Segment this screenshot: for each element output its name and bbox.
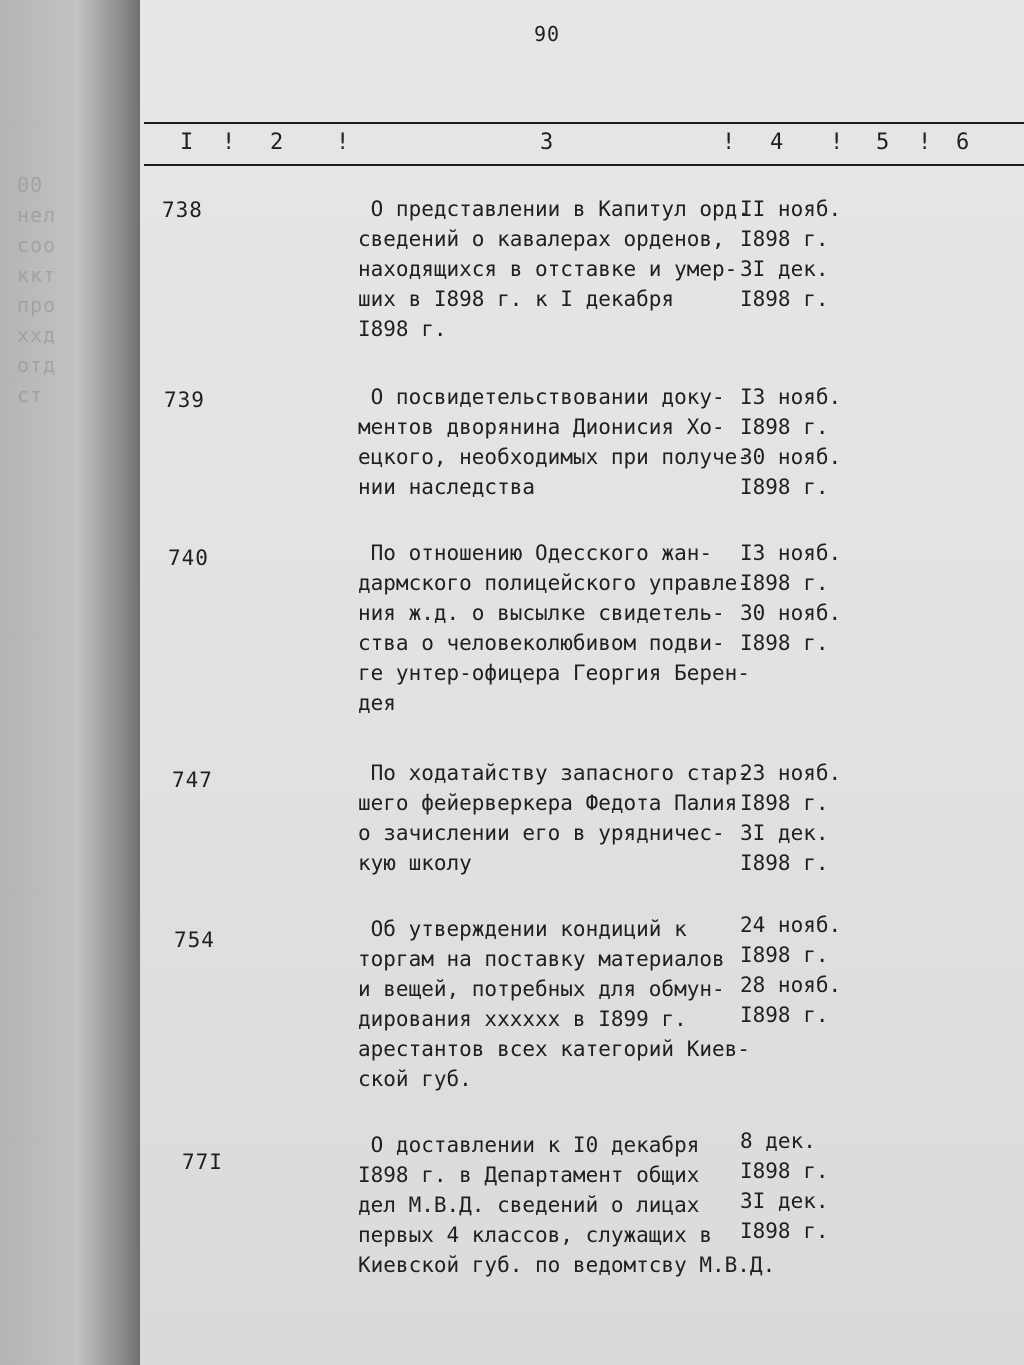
record-number: 740 — [168, 546, 209, 570]
record-dates: II нояб. I898 г. 3I дек. I898 г. — [740, 197, 842, 311]
record-dates: I3 нояб. I898 г. 30 нояб. I898 г. — [740, 385, 842, 499]
record-dates: 24 нояб. I898 г. 28 нояб. I898 г. — [740, 913, 842, 1027]
record-description: О посвидетельствовании доку- ментов дворянина Дионисия Хо- ецкого, необходимых при получе- нии наследства — [358, 385, 750, 499]
header-top-rule — [144, 122, 1024, 124]
header-col-6: 6 — [956, 130, 970, 155]
record-dates: 8 дек. I898 г. 3I дек. I898 г. — [740, 1129, 829, 1243]
header-separator: ! — [222, 130, 236, 155]
header-col-3: 3 — [540, 130, 554, 155]
document-page — [140, 0, 1024, 1365]
book-spine — [0, 0, 140, 1365]
record-description: Об утверждении кондиций к торгам на поставку материалов и вещей, потребных для обмун- дирования xxxxxx в I899 г. арестантов всех категорий Киев- ской губ. — [358, 917, 750, 1091]
page-number: 90 — [534, 22, 561, 46]
record-number: 739 — [164, 388, 205, 412]
header-col-4: 4 — [770, 130, 784, 155]
header-separator: ! — [722, 130, 736, 155]
record-number: 77I — [182, 1150, 223, 1174]
record-number: 747 — [172, 768, 213, 792]
header-col-5: 5 — [876, 130, 890, 155]
record-number: 738 — [162, 198, 203, 222]
header-separator: ! — [830, 130, 844, 155]
record-dates: I3 нояб. I898 г. 30 нояб. I898 г. — [740, 541, 842, 655]
facing-page-bleed-through: 00 нел соо ккт про ххд отд ст — [17, 173, 57, 407]
header-separator: ! — [918, 130, 932, 155]
header-col-1: I — [180, 130, 194, 155]
record-description: По ходатайству запасного стар- шего фейерверкера Федота Палия о зачислении его в урядничес- кую школу — [358, 761, 750, 875]
header-bottom-rule — [144, 164, 1024, 166]
record-number: 754 — [174, 928, 215, 952]
record-description: По отношению Одесского жан- дармского полицейского управле- ния ж.д. о высылке свидетель- ства о человеколюбивом подви- ге унтер-офицера Георгия Берен- дея — [358, 541, 750, 715]
record-description: О доставлении к I0 декабря I898 г. в Департамент общих дел М.В.Д. сведений о лицах первых 4 классов, служащих в Киевской губ. по ведомтсву М.В.Д. — [358, 1133, 776, 1277]
record-dates: 23 нояб. I898 г. 3I дек. I898 г. — [740, 761, 842, 875]
header-col-2: 2 — [270, 130, 284, 155]
header-separator: ! — [336, 130, 350, 155]
record-description: О представлении в Капитул орд. сведений о кавалерах орденов, находящихся в отставке и умер- ших в I898 г. к I декабря I898 г. — [358, 197, 750, 341]
